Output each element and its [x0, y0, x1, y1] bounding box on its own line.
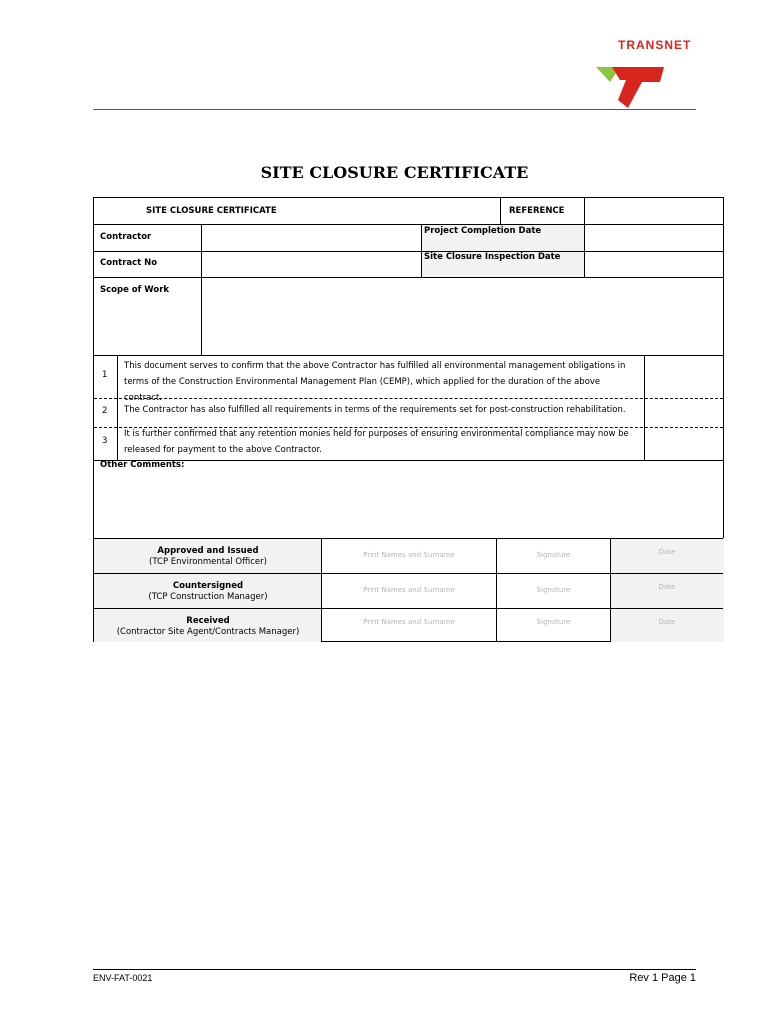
other-comments-label: Other Comments:: [100, 460, 185, 470]
statement-text: The Contractor has also fulfilled all requirements in terms of the requirements set for post-construction rehabilitation.: [124, 405, 626, 415]
reference-field[interactable]: [585, 198, 723, 224]
contract-no-label: Contract No: [100, 258, 158, 268]
statement-check-cell[interactable]: [645, 399, 723, 427]
site-closure-inspection-date-label: Site Closure Inspection Date: [424, 252, 561, 262]
project-completion-date-field[interactable]: [585, 225, 723, 251]
signoff-subtitle: (TCP Environmental Officer): [149, 557, 267, 567]
header-rule: [93, 109, 696, 110]
date-field[interactable]: Date: [658, 618, 676, 626]
site-closure-inspection-date-field[interactable]: [585, 252, 723, 277]
statement-number: 3: [102, 436, 108, 446]
reference-label: REFERENCE: [509, 206, 565, 216]
date-field[interactable]: Date: [658, 583, 676, 591]
contract-no-field[interactable]: [202, 252, 421, 277]
statement-number: 1: [102, 370, 108, 380]
signoff-subtitle: (TCP Construction Manager): [148, 592, 268, 602]
project-completion-date-label: Project Completion Date: [424, 226, 542, 236]
contractor-field[interactable]: [202, 225, 421, 251]
signoff-title: Received: [186, 616, 230, 626]
statement-check-cell[interactable]: [645, 428, 723, 460]
signature-field[interactable]: Signature: [536, 551, 571, 559]
revision-page: Rev 1 Page 1: [629, 972, 696, 984]
certificate-form: [93, 197, 724, 642]
statement-check-cell[interactable]: [645, 356, 723, 398]
print-name-field[interactable]: Print Names and Surname: [363, 586, 455, 594]
statement-text: This document serves to confirm that the above Contractor has fulfilled all environmental management obligations in terms of the Construction Environmental Management Plan (CEMP), which applied for the duration of the above contract.: [124, 361, 626, 403]
signature-field[interactable]: Signature: [536, 586, 571, 594]
transnet-emblem-icon: [590, 60, 670, 110]
transnet-logo: [590, 38, 700, 114]
signoff-subtitle: (Contractor Site Agent/Contracts Manager): [116, 627, 300, 637]
logo-wordmark: TRANSNET: [618, 38, 692, 52]
print-name-field[interactable]: Print Names and Surname: [363, 551, 455, 559]
other-comments-field[interactable]: [94, 474, 723, 538]
contractor-label: Contractor: [100, 232, 152, 242]
signature-field[interactable]: Signature: [536, 618, 571, 626]
date-field[interactable]: Date: [658, 548, 676, 556]
scope-of-work-label: Scope of Work: [100, 285, 170, 295]
statement-text: It is further confirmed that any retention monies held for purposes of ensuring environmental compliance may now be released for payment to the above Contractor.: [124, 429, 629, 455]
document-code: ENV-FAT-0021: [93, 973, 153, 983]
signoff-title: Approved and Issued: [157, 546, 259, 556]
form-header-label: SITE CLOSURE CERTIFICATE: [146, 206, 277, 216]
document-title: SITE CLOSURE CERTIFICATE: [260, 163, 529, 182]
statement-number: 2: [102, 406, 108, 416]
signoff-title: Countersigned: [172, 581, 244, 591]
print-name-field[interactable]: Print Names and Surname: [363, 618, 455, 626]
scope-of-work-field[interactable]: [202, 278, 723, 355]
footer-rule: [93, 969, 696, 970]
